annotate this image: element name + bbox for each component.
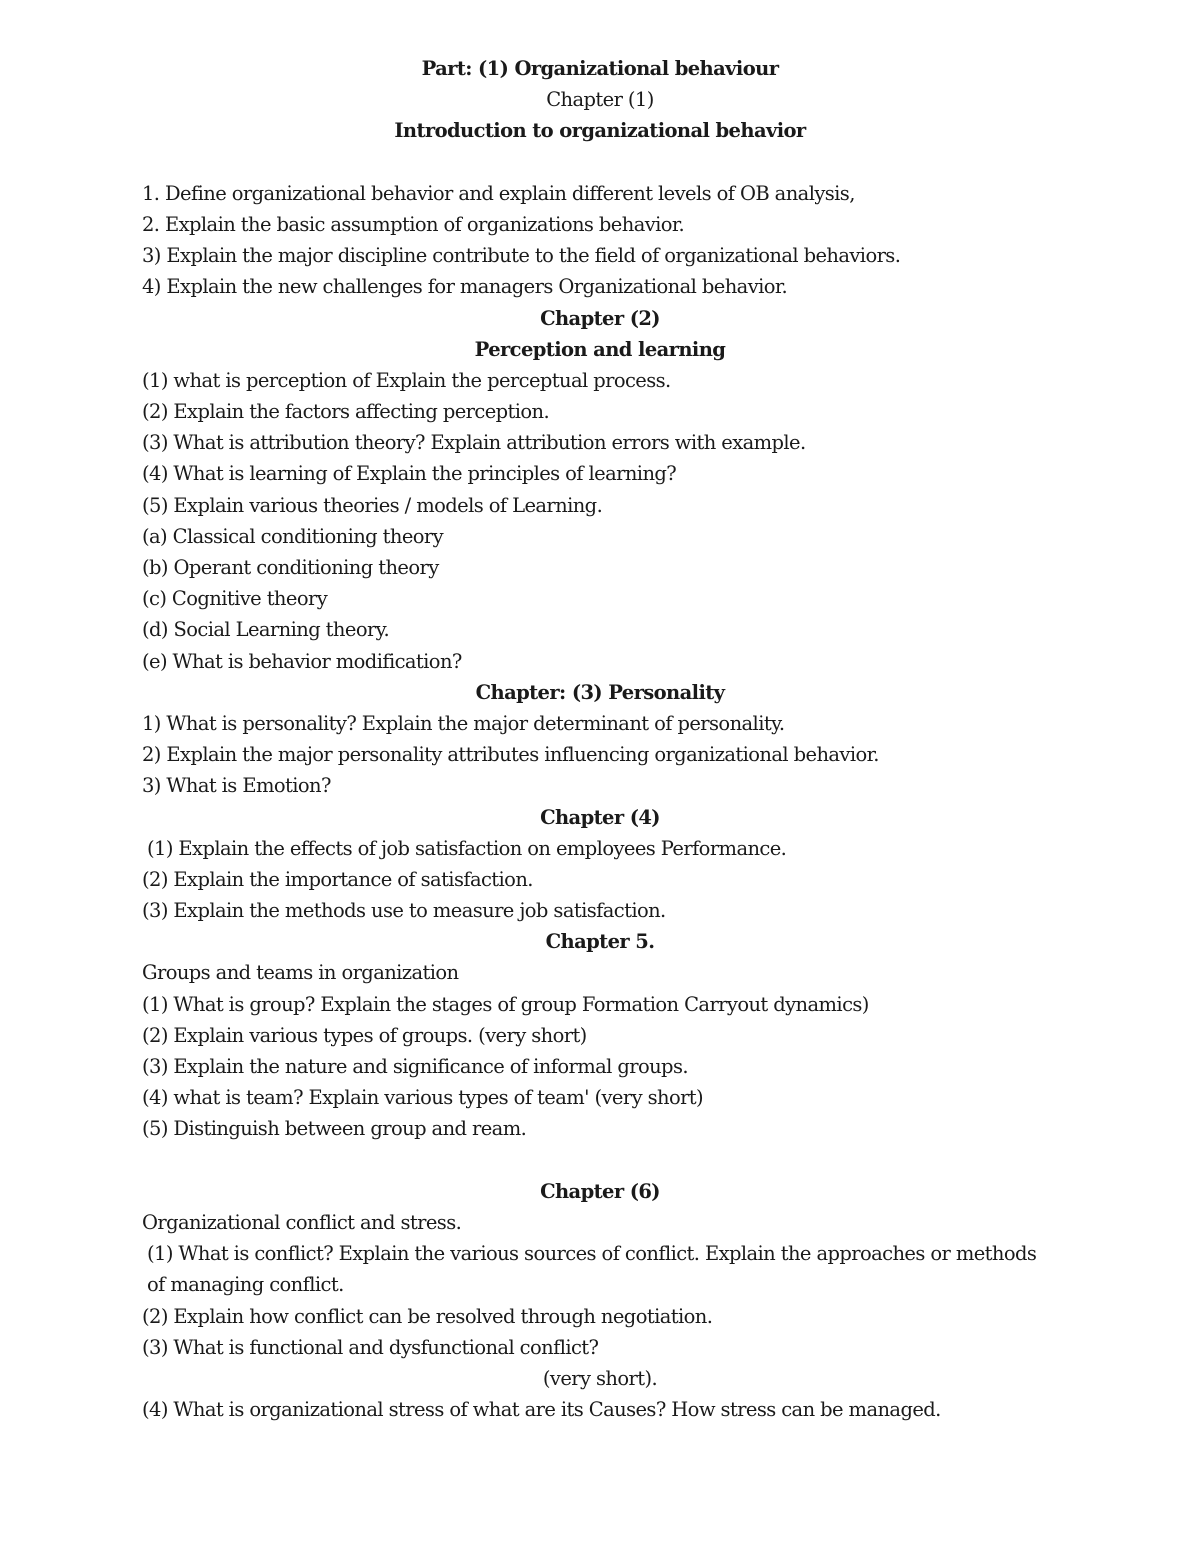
question-item: 3) Explain the major discipline contribute to the field of organizational behaviors.	[142, 244, 901, 268]
chapter-6-label: Chapter (6)	[540, 1179, 660, 1203]
question-note: (very short).	[542, 1366, 658, 1390]
chapter-2-title: Perception and learning	[474, 337, 726, 361]
question-item: (3) What is functional and dysfunctional conflict?	[142, 1335, 599, 1359]
chapter-4-label: Chapter (4)	[540, 805, 660, 829]
question-item: 1. Define organizational behavior and explain different levels of OB analysis,	[142, 181, 855, 205]
question-item: 2. Explain the basic assumption of organizations behavior.	[142, 212, 685, 236]
question-item: (3) Explain the methods use to measure job satisfaction.	[142, 899, 666, 923]
spacer	[142, 147, 1058, 178]
question-item: (b) Operant conditioning theory	[142, 556, 439, 579]
question-item: (2) Explain how conflict can be resolved through negotiation.	[142, 1304, 713, 1328]
chapter-5-label: Chapter 5.	[545, 930, 655, 954]
chapter-6-subtitle: Organizational conflict and stress.	[142, 1210, 462, 1234]
question-item: (3) What is attribution theory? Explain attribution errors with example.	[142, 431, 806, 455]
question-item: (4) What is organizational stress of what are its Causes? How stress can be managed.	[142, 1398, 941, 1422]
chapter-1-label: Chapter (1)	[546, 88, 654, 112]
question-item: (5) Distinguish between group and ream.	[142, 1117, 527, 1141]
question-item: (4) What is learning of Explain the principles of learning?	[142, 462, 677, 486]
question-item: (4) what is team? Explain various types of team' (very short)	[142, 1086, 704, 1110]
question-item: (2) Explain various types of groups. (very short)	[142, 1023, 587, 1047]
question-item: (1) What is group? Explain the stages of group Formation Carryout dynamics)	[142, 992, 869, 1016]
chapter-2-label: Chapter (2)	[540, 306, 660, 330]
question-item: (2) Explain the importance of satisfaction.	[142, 867, 533, 891]
document-page	[142, 53, 1058, 1425]
question-item: (e) What is behavior modification?	[142, 649, 462, 673]
part-title: Part: (1) Organizational behaviour	[421, 57, 779, 80]
question-item: 2) Explain the major personality attributes influencing organizational behavior.	[142, 743, 879, 767]
question-item: (5) Explain various theories / models of Learning.	[142, 493, 603, 517]
question-item: 1) What is personality? Explain the major determinant of personality.	[142, 711, 785, 735]
question-item: (1) Explain the effects of job satisfaction on employees Performance.	[147, 836, 787, 860]
question-item: (c) Cognitive theory	[142, 587, 328, 611]
chapter-3-label: Chapter: (3) Personality	[475, 680, 725, 704]
chapter-5-subtitle: Groups and teams in organization	[142, 961, 459, 985]
chapter-1-title: Introduction to organizational behavior	[394, 119, 806, 143]
question-item: 4) Explain the new challenges for managers Organizational behavior.	[142, 275, 788, 299]
question-item: 3) What is Emotion?	[142, 774, 331, 798]
question-item: (3) Explain the nature and significance of informal groups.	[142, 1055, 688, 1078]
question-item: (1) What is conflict? Explain the various sources of conflict. Explain the approaches or methods of managing conflict.	[147, 1242, 1037, 1297]
spacer	[142, 1145, 1058, 1176]
question-item: (a) Classical conditioning theory	[142, 524, 444, 548]
question-item: (1) what is perception of Explain the perceptual process.	[142, 368, 671, 392]
question-item: (d) Social Learning theory.	[142, 618, 390, 642]
question-item: (2) Explain the factors affecting perception.	[142, 400, 550, 424]
